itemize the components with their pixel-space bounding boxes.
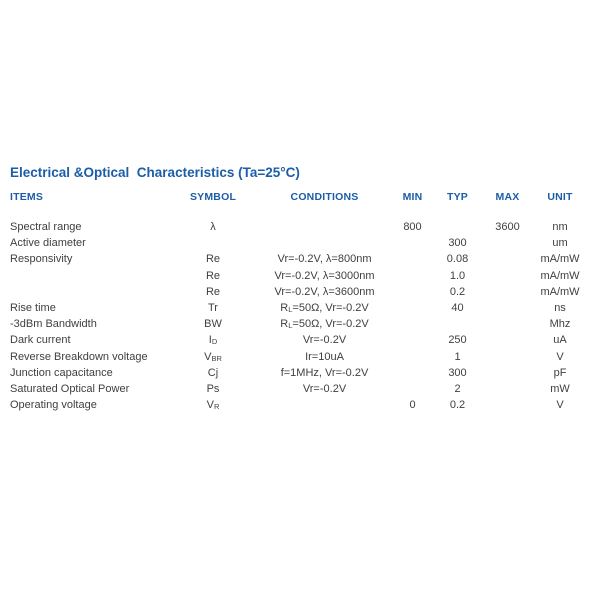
unit-cell: V (556, 350, 564, 363)
conditions-cell (254, 270, 395, 282)
table-row (10, 349, 590, 365)
conditions-cell (254, 302, 395, 314)
item-label: Responsivity (10, 253, 73, 266)
condition-subscript: L (288, 321, 293, 331)
condition-text: f=1MHz, Vr=-0.2V (280, 366, 369, 379)
item-label: Operating voltage (10, 399, 97, 412)
table-row (10, 332, 590, 348)
typ-cell: 1 (454, 350, 461, 363)
symbol-cell (172, 270, 254, 282)
symbol-cell (172, 334, 254, 346)
condition-text: Vr=-0.2V (302, 334, 347, 347)
conditions-cell (254, 334, 395, 346)
conditions-cell (254, 351, 395, 363)
conditions-cell (254, 253, 395, 265)
condition-text: Vr=-0.2V, λ=3600nm (274, 285, 375, 298)
item-label: Saturated Optical Power (10, 382, 130, 395)
col-header-min: MIN (402, 191, 423, 203)
min-cell: 0 (409, 399, 416, 412)
conditions-cell (254, 383, 395, 395)
table-row (10, 219, 590, 235)
typ-cell: 0.2 (449, 285, 466, 298)
table-row (10, 316, 590, 332)
typ-cell: 2 (454, 382, 461, 395)
symbol-text: V (206, 399, 214, 412)
unit-cell: V (556, 399, 564, 412)
condition-text: Vr=-0.2V, λ=800nm (277, 253, 372, 266)
item-label: Reverse Breakdown voltage (10, 350, 148, 363)
condition-text: Ir=10uA (305, 350, 344, 363)
col-header-conditions: CONDITIONS (290, 191, 359, 203)
table-header-row (10, 189, 590, 205)
symbol-text: λ (210, 221, 216, 234)
conditions-cell (254, 286, 395, 298)
symbol-text: Tr (208, 302, 218, 315)
symbol-cell (172, 318, 254, 330)
table-row (10, 300, 590, 316)
unit-cell: uA (553, 334, 567, 347)
section-title: Electrical &Optical Characteristics (Ta=25°C) (10, 165, 300, 180)
condition-text: Vr=-0.2V (302, 382, 347, 395)
min-cell: 800 (403, 221, 422, 234)
col-header-max: MAX (495, 191, 520, 203)
symbol-cell (172, 351, 254, 363)
item-label: Junction capacitance (10, 366, 113, 379)
condition-text: R (280, 302, 289, 315)
symbol-text: Re (205, 269, 221, 282)
unit-cell: nm (552, 221, 568, 234)
condition-subscript: L (288, 305, 293, 315)
symbol-text: V (204, 350, 212, 363)
table-row (10, 381, 590, 397)
table-header (10, 189, 590, 205)
item-label: Spectral range (10, 221, 82, 234)
conditions-cell (254, 318, 395, 330)
typ-cell: 40 (451, 302, 464, 315)
table-row (10, 365, 590, 381)
condition-text: Vr=-0.2V, λ=3000nm (274, 269, 375, 282)
max-cell: 3600 (495, 221, 520, 234)
table-row (10, 397, 590, 413)
col-header-typ: TYP (446, 191, 469, 203)
symbol-text: BW (204, 318, 222, 331)
condition-text-tail: =50Ω, Vr=-0.2V (292, 318, 369, 331)
unit-cell: mA/mW (540, 269, 580, 282)
unit-cell: pF (553, 366, 567, 379)
symbol-cell (172, 399, 254, 411)
col-header-symbol: SYMBOL (189, 191, 237, 203)
unit-cell: mA/mW (540, 253, 580, 266)
table-row (10, 235, 590, 251)
condition-text-tail: =50Ω, Vr=-0.2V (292, 302, 369, 315)
symbol-cell (172, 253, 254, 265)
unit-cell: um (552, 237, 568, 250)
unit-cell: mA/mW (540, 285, 580, 298)
table-row (10, 251, 590, 267)
item-label: Rise time (10, 302, 56, 315)
item-label: -3dBm Bandwidth (10, 318, 97, 331)
typ-cell: 1.0 (449, 269, 466, 282)
symbol-subscript: D (211, 337, 218, 347)
typ-cell: 0.2 (449, 399, 466, 412)
symbol-cell (172, 221, 254, 233)
typ-cell: 300 (448, 366, 467, 379)
symbol-cell (172, 367, 254, 379)
symbol-subscript: BR (211, 353, 222, 363)
characteristics-table (10, 219, 590, 413)
symbol-subscript: R (213, 402, 220, 412)
symbol-cell (172, 286, 254, 298)
item-label: Active diameter (10, 237, 86, 250)
unit-cell: Mhz (549, 318, 571, 331)
symbol-cell (172, 302, 254, 314)
symbol-text: Cj (207, 366, 219, 379)
symbol-text: Re (205, 253, 221, 266)
condition-text: R (280, 318, 289, 331)
col-header-unit: UNIT (547, 191, 573, 203)
col-header-items: ITEMS (10, 191, 44, 203)
unit-cell: ns (554, 302, 566, 315)
symbol-text: I (208, 334, 212, 347)
typ-cell: 300 (448, 237, 467, 250)
symbol-cell (172, 383, 254, 395)
item-label: Dark current (10, 334, 71, 347)
table-row (10, 284, 590, 300)
table-row (10, 268, 590, 284)
symbol-text: Re (205, 285, 221, 298)
typ-cell: 250 (448, 334, 467, 347)
conditions-cell (254, 367, 395, 379)
unit-cell: mW (550, 382, 570, 395)
symbol-text: Ps (206, 382, 220, 395)
typ-cell: 0.08 (446, 253, 469, 266)
